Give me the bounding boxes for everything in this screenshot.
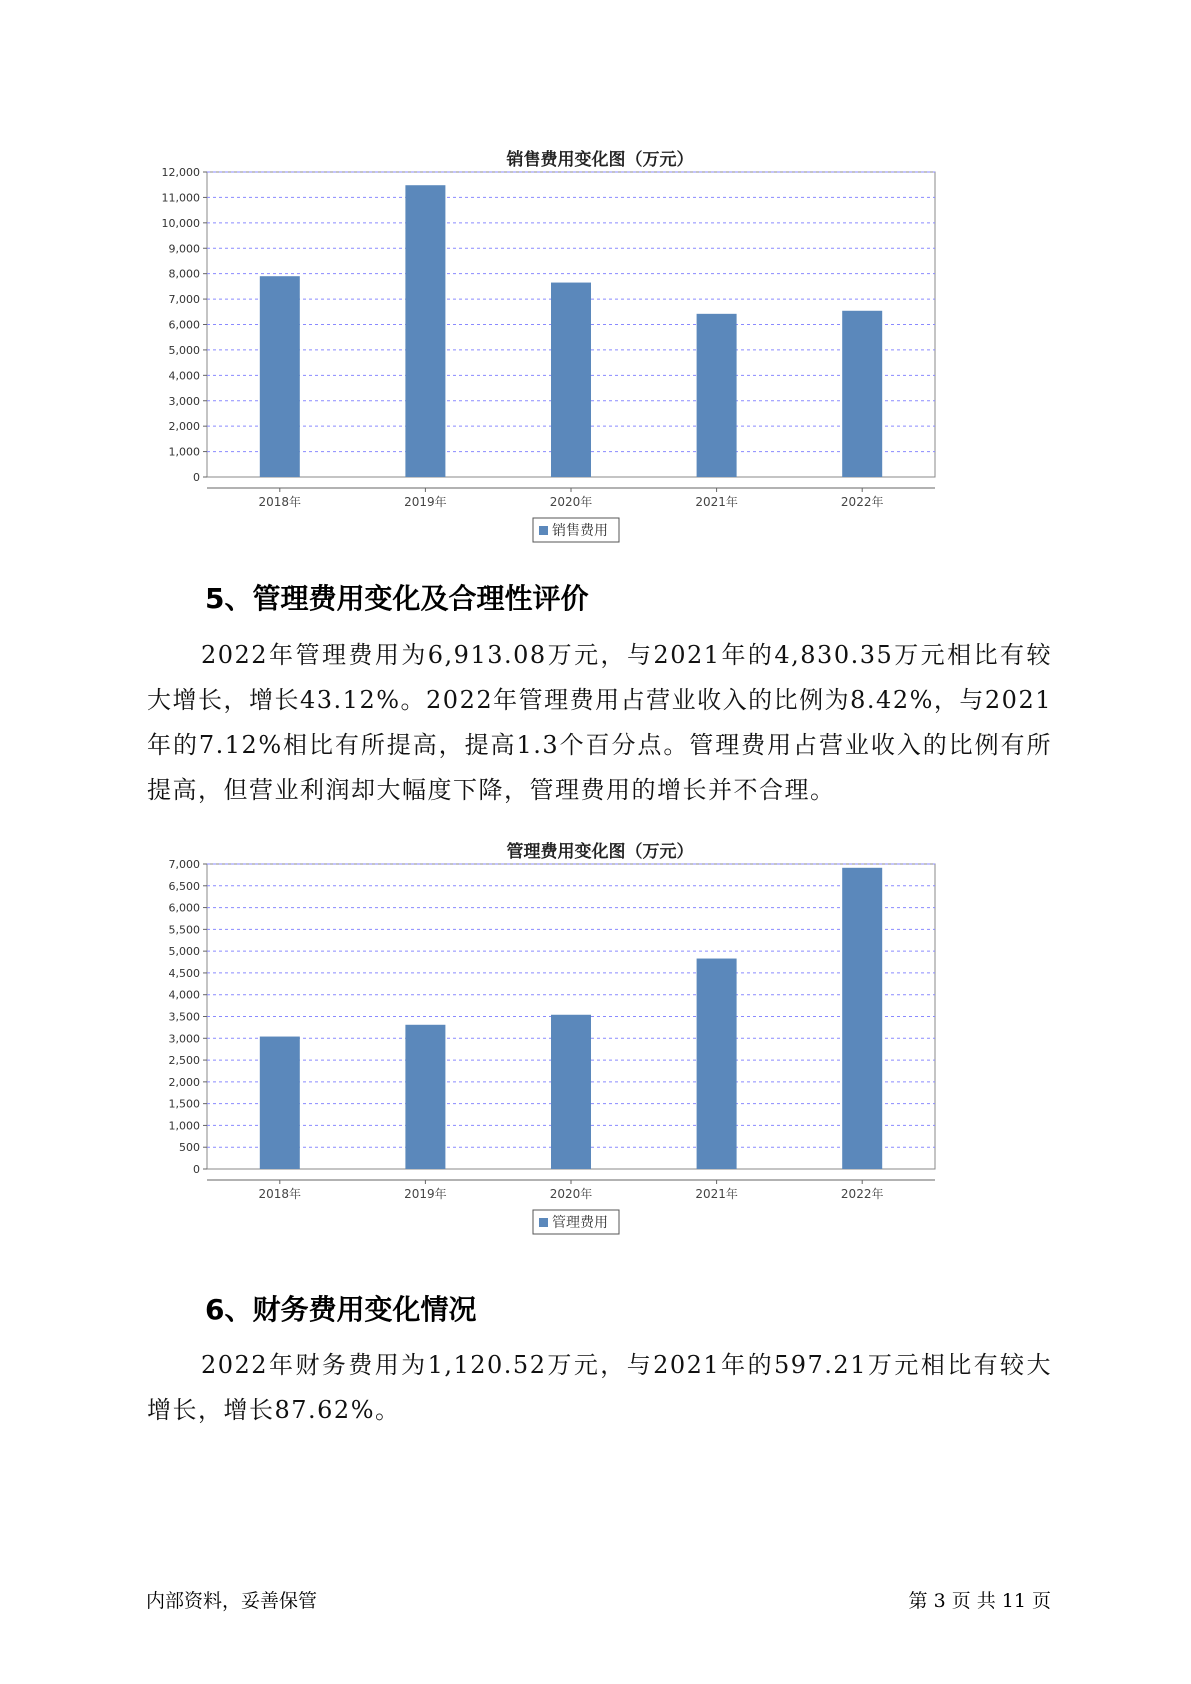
bar-2021年 — [697, 314, 737, 477]
x-tick-label: 2018年 — [258, 1187, 302, 1201]
section-heading-admin-expense: 5、管理费用变化及合理性评价 — [205, 582, 589, 615]
chart-title: 管理费用变化图（万元） — [506, 842, 694, 862]
section-paragraph-admin-expense: 2022年管理费用为6,913.08万元，与2021年的4,830.35万元相比有较大增长，增长43.12%。2022年管理费用占营业收入的比例为8.42%，与2021年的7.12%相比有所提高，提高1.3个百分点。管理费用占营业收入的比例有所提高，但营业利润却大幅度下降，管理费用的增长并不合理。 — [147, 641, 1052, 804]
y-tick-label: 6,500 — [168, 879, 200, 893]
bar-2022年 — [842, 311, 882, 477]
chart-title: 销售费用变化图（万元） — [506, 150, 694, 170]
bar-2020年 — [551, 283, 591, 477]
bar-2019年 — [405, 185, 445, 477]
y-tick-label: 9,000 — [168, 242, 200, 256]
y-tick-label: 5,000 — [168, 945, 200, 959]
x-tick-label: 2021年 — [695, 495, 738, 509]
y-tick-label: 4,000 — [168, 988, 200, 1002]
y-tick-label: 2,000 — [168, 1075, 200, 1089]
y-tick-label: 10,000 — [161, 216, 200, 230]
bar-2022年 — [842, 868, 882, 1169]
y-tick-label: 5,500 — [168, 923, 200, 937]
y-tick-label: 6,000 — [168, 901, 200, 915]
y-tick-label: 2,500 — [168, 1054, 200, 1068]
x-tick-label: 2019年 — [404, 495, 447, 509]
y-tick-label: 5,000 — [168, 343, 200, 357]
y-tick-label: 4,000 — [168, 369, 200, 383]
bar-2019年 — [405, 1025, 445, 1169]
y-tick-label: 0 — [193, 471, 200, 484]
x-tick-label: 2020年 — [549, 1187, 593, 1201]
bar-2020年 — [551, 1015, 591, 1169]
y-tick-label: 4,500 — [168, 966, 200, 980]
y-tick-label: 7,000 — [168, 293, 200, 307]
legend-label: 管理费用 — [552, 1215, 608, 1231]
y-tick-label: 2,000 — [168, 420, 200, 434]
bar-2018年 — [260, 1037, 300, 1169]
y-tick-label: 7,000 — [168, 858, 200, 871]
x-tick-label: 2019年 — [404, 1187, 447, 1201]
y-tick-label: 3,000 — [168, 394, 200, 408]
y-tick-label: 12,000 — [161, 166, 200, 179]
y-tick-label: 1,500 — [168, 1097, 200, 1111]
y-tick-label: 0 — [193, 1163, 200, 1176]
y-tick-label: 1,000 — [168, 1119, 200, 1133]
x-tick-label: 2022年 — [840, 1187, 884, 1201]
legend-swatch — [539, 526, 548, 535]
y-tick-label: 3,000 — [168, 1032, 200, 1046]
footer-confidential-note: 内部资料，妥善保管 — [146, 1590, 318, 1612]
x-tick-label: 2020年 — [549, 495, 593, 509]
y-tick-label: 500 — [179, 1141, 200, 1155]
y-tick-label: 6,000 — [168, 318, 200, 332]
bar-2021年 — [697, 959, 737, 1169]
footer-page-number: 第 3 页 共 11 页 — [908, 1590, 1051, 1612]
section-heading-finance-expense: 6、财务费用变化情况 — [205, 1293, 477, 1326]
y-tick-label: 11,000 — [161, 191, 200, 205]
x-tick-label: 2021年 — [695, 1187, 738, 1201]
sales-expense-chart — [150, 140, 1050, 560]
section-paragraph-finance-expense: 2022年财务费用为1,120.52万元，与2021年的597.21万元相比有较大增长，增长87.62%。 — [147, 1351, 1052, 1424]
x-tick-label: 2018年 — [258, 495, 302, 509]
legend-swatch — [539, 1218, 548, 1227]
y-tick-label: 3,500 — [168, 1010, 200, 1024]
bar-2018年 — [260, 276, 300, 477]
x-tick-label: 2022年 — [840, 495, 884, 509]
legend-label: 销售费用 — [552, 523, 608, 539]
admin-expense-chart-svg — [150, 832, 1050, 1252]
sales-expense-chart-svg — [150, 140, 1050, 560]
admin-expense-chart — [150, 832, 1050, 1252]
y-tick-label: 1,000 — [168, 445, 200, 459]
y-tick-label: 8,000 — [168, 267, 200, 281]
